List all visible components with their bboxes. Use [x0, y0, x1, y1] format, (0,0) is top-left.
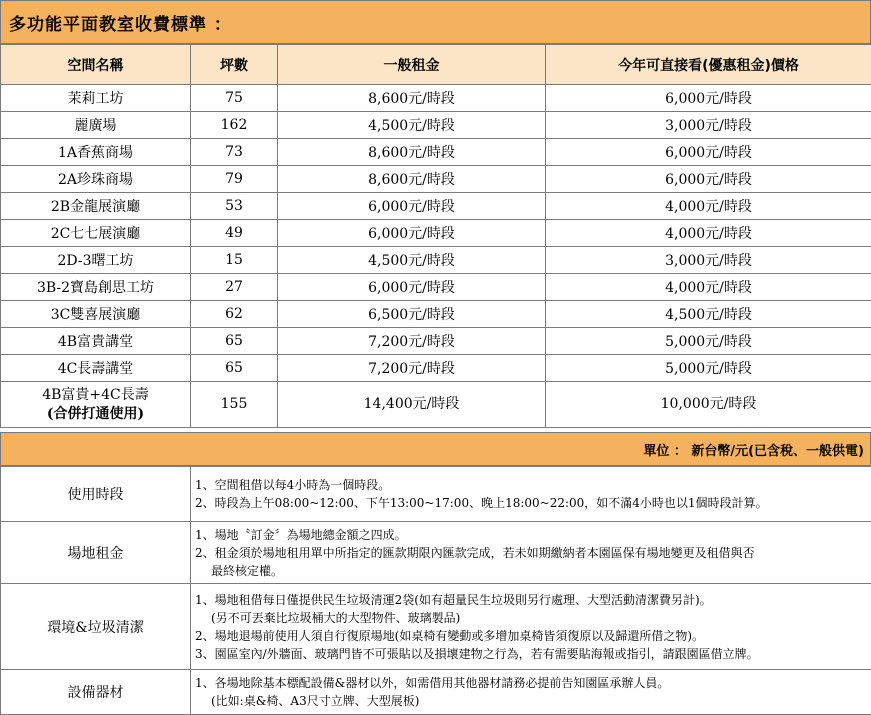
rent-price: 8,600元/時段	[278, 139, 546, 166]
rent-price: 6,000元/時段	[278, 274, 546, 301]
space-name: 3C雙喜展演廳	[1, 301, 191, 328]
rent-price: 6,500元/時段	[278, 301, 546, 328]
notes-line: (另不可丟棄比垃圾桶大的大型物件、玻璃製品)	[211, 610, 461, 625]
rent-price: 14,400元/時段	[278, 382, 546, 428]
ping-count: 79	[191, 166, 278, 193]
table-header-row	[1, 45, 871, 85]
notes-table	[0, 466, 871, 715]
notes-line: 3、園區室內/外牆面、玻璃門皆不可張貼以及損壞建物之行為，若有需要貼海報或指引，請跟園區借立牌。	[195, 646, 759, 661]
ping-count: 62	[191, 301, 278, 328]
notes-line: 1、場地租借每日僅提供民生垃圾清運2袋(如有超量民生垃圾則另行處理、大型活動清潔費另計)。	[195, 592, 712, 607]
space-name: 茉莉工坊	[1, 85, 191, 112]
space-name: 麗廣場	[1, 112, 191, 139]
discount-price: 6,000元/時段	[546, 85, 871, 112]
ping-count: 73	[191, 139, 278, 166]
table-row	[1, 85, 871, 112]
rent-price: 8,600元/時段	[278, 85, 546, 112]
space-name: 4B富貴講堂	[1, 328, 191, 355]
rent-price: 6,000元/時段	[278, 220, 546, 247]
discount-price: 4,000元/時段	[546, 193, 871, 220]
table-row	[1, 193, 871, 220]
space-name: 1A香蕉商場	[1, 139, 191, 166]
notes-body	[191, 584, 871, 670]
notes-label: 設備器材	[1, 670, 191, 715]
space-name: 3B-2寶島創思工坊	[1, 274, 191, 301]
unit-note: 單位 ： 新台幣/元(已含稅、一般供電)	[0, 432, 871, 466]
space-name: 2B金龍展演廳	[1, 193, 191, 220]
notes-row-usage	[1, 467, 871, 522]
discount-price: 3,000元/時段	[546, 112, 871, 139]
notes-line: (比如:桌&椅、A3尺寸立牌、大型展板)	[211, 694, 420, 708]
notes-row-equipment	[1, 670, 871, 715]
table-row	[1, 139, 871, 166]
table-row	[1, 274, 871, 301]
discount-price: 4,000元/時段	[546, 220, 871, 247]
rent-price: 7,200元/時段	[278, 328, 546, 355]
notes-label: 使用時段	[1, 467, 191, 522]
notes-line: 最終核定權。	[211, 563, 284, 578]
ping-count: 27	[191, 274, 278, 301]
discount-price: 6,000元/時段	[546, 139, 871, 166]
ping-count: 15	[191, 247, 278, 274]
notes-line: 1、各場地除基本標配設備&器材以外，如需借用其他器材請務必提前告知園區承辦人員。	[195, 676, 670, 690]
combined-row	[1, 382, 871, 428]
table-row	[1, 112, 871, 139]
notes-line: 2、時段為上午08:00~12:00、下午13:00~17:00、晚上18:00~22:00，如不滿4小時也以1個時段計算。	[195, 496, 768, 510]
rent-price: 4,500元/時段	[278, 112, 546, 139]
table-row	[1, 247, 871, 274]
notes-body	[191, 467, 871, 522]
table-row	[1, 220, 871, 247]
combined-space-name	[1, 382, 191, 428]
rent-price: 4,500元/時段	[278, 247, 546, 274]
notes-label: 環境&垃圾清潔	[1, 584, 191, 670]
discount-price: 5,000元/時段	[546, 355, 871, 382]
notes-line: 1、場地〝訂金〞為場地總金額之四成。	[195, 527, 407, 542]
combined-name-line1: 4B富貴+4C長壽	[42, 386, 149, 403]
notes-row-env	[1, 584, 871, 670]
discount-price: 4,500元/時段	[546, 301, 871, 328]
header-discount: 今年可直接看(優惠租金)價格	[546, 45, 871, 85]
ping-count: 49	[191, 220, 278, 247]
price-table	[0, 44, 871, 428]
space-name: 4C長壽講堂	[1, 355, 191, 382]
notes-line: 1、空間租借以每4小時為一個時段。	[195, 478, 391, 492]
ping-count: 155	[191, 382, 278, 428]
discount-price: 4,000元/時段	[546, 274, 871, 301]
space-name: 2D-3曙工坊	[1, 247, 191, 274]
notes-row-rent	[1, 522, 871, 584]
space-name: 2C七七展演廳	[1, 220, 191, 247]
ping-count: 65	[191, 355, 278, 382]
table-row	[1, 166, 871, 193]
sheet-title: 多功能平面教室收費標準 ：	[0, 0, 871, 44]
header-ping: 坪數	[191, 45, 278, 85]
ping-count: 65	[191, 328, 278, 355]
discount-price: 5,000元/時段	[546, 328, 871, 355]
discount-price: 6,000元/時段	[546, 166, 871, 193]
notes-label: 場地租金	[1, 522, 191, 584]
table-row	[1, 328, 871, 355]
notes-body	[191, 670, 871, 715]
combined-name-line2: (合併打通使用)	[46, 405, 145, 422]
header-space-name: 空間名稱	[1, 45, 191, 85]
header-rent: 一般租金	[278, 45, 546, 85]
discount-price: 10,000元/時段	[546, 382, 871, 428]
rent-price: 7,200元/時段	[278, 355, 546, 382]
table-row	[1, 355, 871, 382]
ping-count: 162	[191, 112, 278, 139]
ping-count: 75	[191, 85, 278, 112]
table-row	[1, 301, 871, 328]
notes-line: 2、租金須於場地租用單中所指定的匯款期限內匯款完成，若未如期繳納者本園區保有場地變更及租借與否	[195, 545, 755, 560]
discount-price: 3,000元/時段	[546, 247, 871, 274]
notes-body	[191, 522, 871, 584]
rent-price: 8,600元/時段	[278, 166, 546, 193]
rent-price: 6,000元/時段	[278, 193, 546, 220]
space-name: 2A珍珠商場	[1, 166, 191, 193]
notes-line: 2、場地退場前使用人須自行復原場地(如桌椅有變動或多增加桌椅皆須復原以及歸還所借之物)。	[195, 628, 705, 643]
ping-count: 53	[191, 193, 278, 220]
